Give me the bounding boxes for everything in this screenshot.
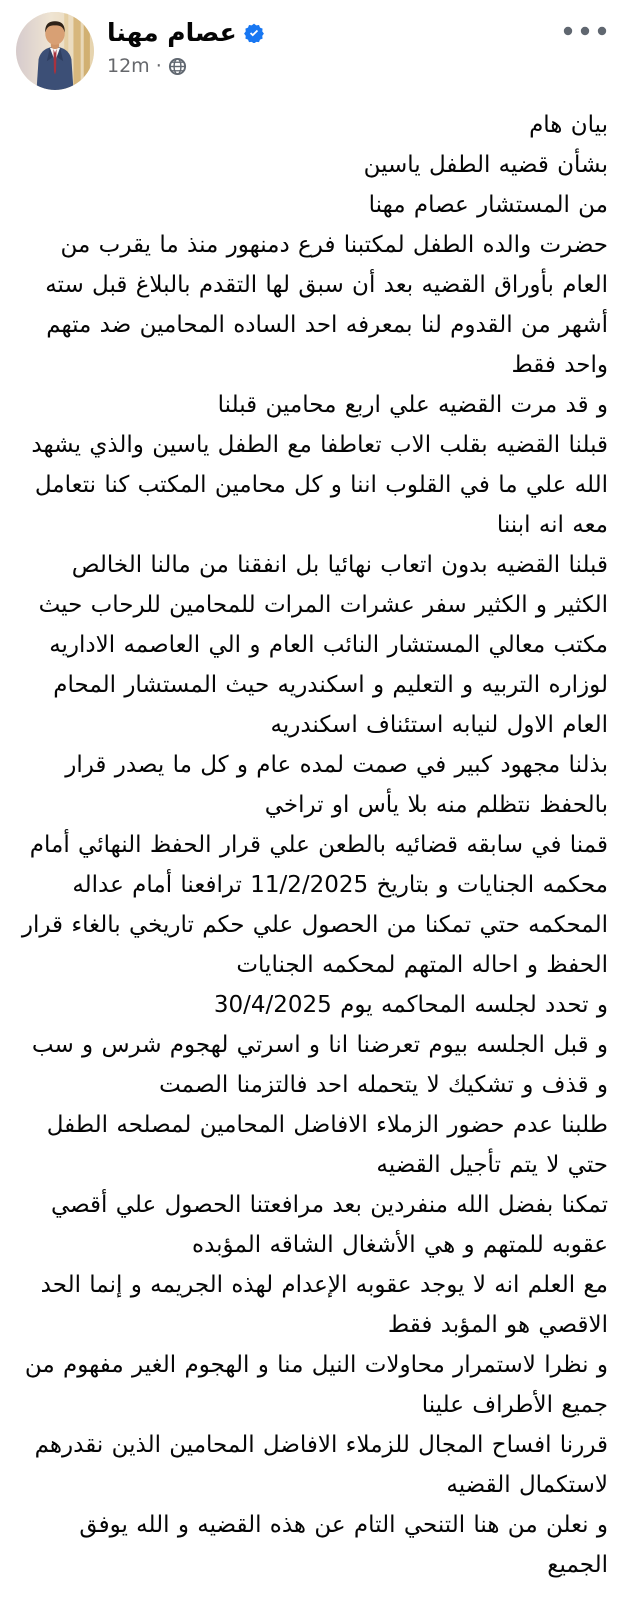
profile-name-link[interactable]: عصام مهنا: [107, 18, 237, 47]
post-paragraph: تمكنا بفضل الله منفردين بعد مرافعتنا الحصول علي أقصي عقوبه للمتهم و هي الأشغال الشاقه المؤبده: [50, 1192, 608, 1258]
post-paragraph: من المستشار عصام مهنا: [368, 192, 608, 218]
post-paragraph: و نعلن من هنا التنحي التام عن هذه القضيه و الله يوفق الجميع: [79, 1512, 608, 1578]
post-paragraph: و نظرا لاستمرار محاولات النيل منا و الهجوم الغير مفهوم من جميع الأطراف علينا: [24, 1352, 608, 1418]
ellipsis-icon: [562, 26, 608, 36]
post-paragraph: قمنا في سابقه قضائيه بالطعن علي قرار الحفظ النهائي أمام محكمه الجنايات و بتاريخ 11/2/2025 ترافعنا أمام عداله المحكمه حتي تمكنا من الحصول علي حكم تاريخي بالغاء قرار الحفظ و احاله المتهم لمحكمه الجنايات: [21, 832, 608, 978]
header-info: [107, 12, 264, 77]
post-paragraph: بيان هام: [529, 112, 608, 138]
name-row: [107, 18, 264, 48]
meta-separator: ·: [155, 55, 162, 77]
post-paragraph: و تحدد لجلسه المحاكمه يوم 30/4/2025: [213, 992, 608, 1018]
post-text: [0, 90, 624, 1615]
post-options-button[interactable]: [560, 16, 608, 46]
post-paragraph: بشأن قضيه الطفل ياسين: [363, 152, 608, 178]
post-paragraph: قبلنا القضيه بقلب الاب تعاطفا مع الطفل ياسين والذي يشهد الله علي ما في القلوب اننا و كل محامين المكتب كنا نتعامل معه انه ابننا: [31, 432, 608, 538]
profile-avatar[interactable]: [16, 12, 94, 90]
post-paragraph: و قد مرت القضيه علي اربع محامين قبلنا: [217, 392, 608, 418]
post-paragraph: و قبل الجلسه بيوم تعرضنا انا و اسرتي لهجوم شرس و سب و قذف و تشكيك لا يتحمله احد فالتزمنا الصمت: [31, 1032, 608, 1098]
avatar-image: [16, 12, 94, 90]
post-paragraph: بذلنا مجهود كبير في صمت لمده عام و كل ما يصدر قرار بالحفظ نتظلم منه بلا يأس او تراخي: [65, 752, 608, 818]
post-paragraph: قررنا افساح المجال للزملاء الافاضل المحامين الذين نقدرهم لاستكمال القضيه: [34, 1432, 608, 1498]
verified-badge-icon: [244, 23, 264, 43]
post-paragraph: طلبنا عدم حضور الزملاء الافاضل المحامين لمصلحه الطفل حتي لا يتم تأجيل القضيه: [46, 1112, 608, 1178]
post-timestamp[interactable]: 12m: [107, 55, 150, 77]
post-paragraph: قبلنا القضيه بدون اتعاب نهائيا بل انفقنا من مالنا الخالص الكثير و الكثير سفر عشرات المرات للمحامين للرحاب حيث مكتب معالي المستشار النائب العام و الي العاصمه الاداريه لوزاره التربيه و التعليم و اسكندريه حيث المستشار المحام العام الاول لنيابه استئناف اسكندريه: [38, 552, 608, 738]
post-paragraph: حضرت والده الطفل لمكتبنا فرع دمنهور منذ ما يقرب من العام بأوراق القضيه بعد أن سبق لها التقدم بالبلاغ قبل سته أشهر من القدوم لنا بمعرفه احد الساده المحامين ضد متهم واحد فقط: [45, 232, 608, 378]
post-paragraph: مع العلم انه لا يوجد عقوبه الإعدام لهذه الجريمه و إنما الحد الاقصي هو المؤبد فقط: [40, 1272, 608, 1338]
audience-globe-icon: [168, 57, 187, 76]
post-meta: [107, 55, 264, 77]
post-header: [0, 0, 624, 90]
